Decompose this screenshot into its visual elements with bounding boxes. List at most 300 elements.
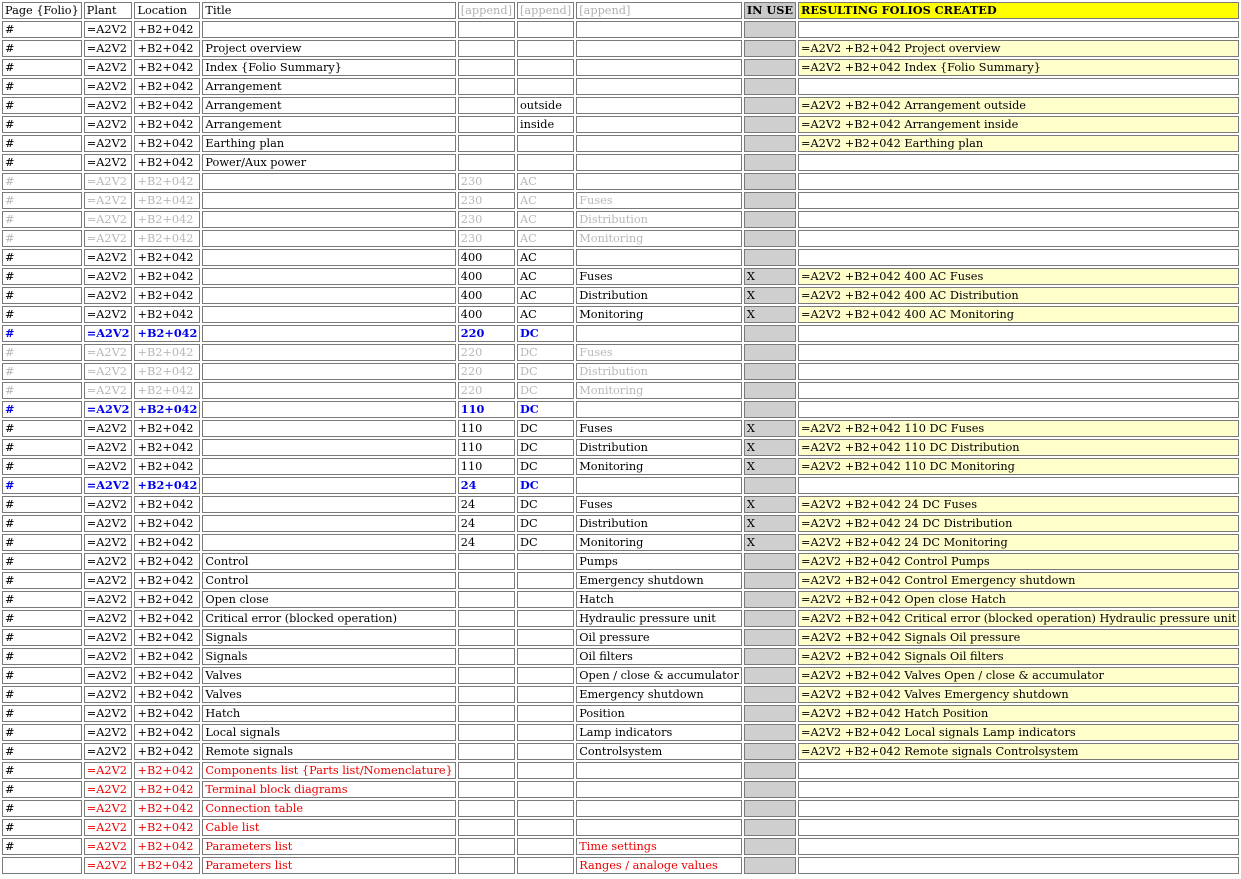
cell-append-1 — [458, 135, 515, 152]
cell-append-3: Pumps — [576, 553, 742, 570]
table-row — [2, 135, 1239, 152]
cell-in-use — [744, 610, 796, 627]
table-row — [2, 306, 1239, 323]
table-row — [2, 819, 1239, 836]
cell-append-1: 220 — [458, 325, 515, 342]
table-row — [2, 116, 1239, 133]
cell-append-1: 230 — [458, 230, 515, 247]
cell-resulting-folio — [798, 781, 1239, 798]
cell-append-1 — [458, 857, 515, 874]
cell-title: Valves — [202, 667, 455, 684]
header-row — [2, 2, 1239, 19]
cell-append-1 — [458, 724, 515, 741]
cell-in-use — [744, 743, 796, 760]
cell-resulting-folio: =A2V2 +B2+042 Remote signals Controlsystem — [798, 743, 1239, 760]
cell-resulting-folio: =A2V2 +B2+042 24 DC Distribution — [798, 515, 1239, 532]
cell-append-2: DC — [517, 439, 574, 456]
cell-append-3: Lamp indicators — [576, 724, 742, 741]
cell-append-2: inside — [517, 116, 574, 133]
cell-plant: =A2V2 — [84, 686, 133, 703]
header-resulting-folios: RESULTING FOLIOS CREATED — [798, 2, 1239, 19]
cell-append-3 — [576, 781, 742, 798]
cell-append-2: DC — [517, 458, 574, 475]
cell-append-1 — [458, 800, 515, 817]
cell-resulting-folio: =A2V2 +B2+042 24 DC Monitoring — [798, 534, 1239, 551]
cell-append-1: 220 — [458, 344, 515, 361]
table-row — [2, 439, 1239, 456]
cell-in-use — [744, 344, 796, 361]
cell-append-1: 400 — [458, 268, 515, 285]
cell-plant: =A2V2 — [84, 458, 133, 475]
cell-title — [202, 21, 455, 38]
cell-append-2 — [517, 572, 574, 589]
cell-page — [2, 857, 82, 874]
table-row — [2, 591, 1239, 608]
cell-append-2 — [517, 629, 574, 646]
cell-title — [202, 230, 455, 247]
cell-title — [202, 515, 455, 532]
table-row — [2, 724, 1239, 741]
cell-page: # — [2, 173, 82, 190]
cell-location: +B2+042 — [134, 21, 200, 38]
cell-plant: =A2V2 — [84, 781, 133, 798]
cell-plant: =A2V2 — [84, 648, 133, 665]
cell-page: # — [2, 59, 82, 76]
table-row — [2, 97, 1239, 114]
cell-append-1 — [458, 610, 515, 627]
cell-title — [202, 458, 455, 475]
cell-append-3: Hatch — [576, 591, 742, 608]
header-plant: Plant — [84, 2, 133, 19]
cell-title — [202, 211, 455, 228]
cell-append-1: 110 — [458, 439, 515, 456]
cell-resulting-folio — [798, 249, 1239, 266]
cell-in-use — [744, 97, 796, 114]
cell-append-2 — [517, 781, 574, 798]
cell-location: +B2+042 — [134, 420, 200, 437]
cell-resulting-folio: =A2V2 +B2+042 Control Pumps — [798, 553, 1239, 570]
cell-title: Local signals — [202, 724, 455, 741]
cell-resulting-folio: =A2V2 +B2+042 Open close Hatch — [798, 591, 1239, 608]
cell-append-1: 220 — [458, 363, 515, 380]
cell-append-3: Emergency shutdown — [576, 572, 742, 589]
cell-append-2: DC — [517, 344, 574, 361]
cell-title: Connection table — [202, 800, 455, 817]
cell-in-use: X — [744, 515, 796, 532]
table-row — [2, 382, 1239, 399]
cell-location: +B2+042 — [134, 249, 200, 266]
cell-in-use — [744, 135, 796, 152]
cell-title — [202, 249, 455, 266]
cell-in-use — [744, 21, 796, 38]
table-row — [2, 553, 1239, 570]
cell-location: +B2+042 — [134, 572, 200, 589]
cell-append-1 — [458, 667, 515, 684]
cell-plant: =A2V2 — [84, 515, 133, 532]
cell-title: Index {Folio Summary} — [202, 59, 455, 76]
cell-append-2: AC — [517, 306, 574, 323]
cell-append-1 — [458, 838, 515, 855]
cell-in-use — [744, 59, 796, 76]
cell-in-use — [744, 363, 796, 380]
table-row — [2, 781, 1239, 798]
cell-page: # — [2, 705, 82, 722]
cell-location: +B2+042 — [134, 154, 200, 171]
cell-page: # — [2, 97, 82, 114]
cell-append-2 — [517, 135, 574, 152]
cell-resulting-folio — [798, 325, 1239, 342]
cell-title: Terminal block diagrams — [202, 781, 455, 798]
table-row — [2, 743, 1239, 760]
cell-page: # — [2, 116, 82, 133]
cell-page: # — [2, 325, 82, 342]
cell-append-1: 24 — [458, 534, 515, 551]
cell-title: Arrangement — [202, 97, 455, 114]
cell-resulting-folio: =A2V2 +B2+042 400 AC Distribution — [798, 287, 1239, 304]
cell-append-3: Ranges / analoge values — [576, 857, 742, 874]
cell-plant: =A2V2 — [84, 59, 133, 76]
cell-page: # — [2, 420, 82, 437]
cell-append-1 — [458, 762, 515, 779]
header-append-1: [append] — [458, 2, 515, 19]
cell-append-2: outside — [517, 97, 574, 114]
cell-location: +B2+042 — [134, 477, 200, 494]
cell-plant: =A2V2 — [84, 268, 133, 285]
cell-resulting-folio — [798, 173, 1239, 190]
cell-title: Signals — [202, 648, 455, 665]
table-row — [2, 610, 1239, 627]
cell-in-use: X — [744, 306, 796, 323]
cell-append-2 — [517, 819, 574, 836]
cell-in-use — [744, 382, 796, 399]
cell-resulting-folio — [798, 819, 1239, 836]
cell-page: # — [2, 591, 82, 608]
table-row — [2, 648, 1239, 665]
cell-page: # — [2, 819, 82, 836]
cell-append-1: 230 — [458, 211, 515, 228]
cell-title — [202, 534, 455, 551]
cell-append-3: Fuses — [576, 496, 742, 513]
table-body — [2, 21, 1239, 874]
cell-append-3: Monitoring — [576, 306, 742, 323]
cell-append-3 — [576, 819, 742, 836]
cell-resulting-folio — [798, 78, 1239, 95]
cell-append-2: AC — [517, 173, 574, 190]
cell-title: Control — [202, 572, 455, 589]
cell-location: +B2+042 — [134, 534, 200, 551]
cell-append-1 — [458, 97, 515, 114]
cell-append-1 — [458, 59, 515, 76]
cell-append-3: Monitoring — [576, 230, 742, 247]
cell-title: Valves — [202, 686, 455, 703]
cell-plant: =A2V2 — [84, 249, 133, 266]
table-row — [2, 154, 1239, 171]
cell-plant: =A2V2 — [84, 705, 133, 722]
cell-in-use: X — [744, 287, 796, 304]
table-row — [2, 534, 1239, 551]
cell-append-2 — [517, 610, 574, 627]
cell-plant: =A2V2 — [84, 97, 133, 114]
cell-append-1 — [458, 686, 515, 703]
cell-append-2: DC — [517, 477, 574, 494]
cell-append-1 — [458, 743, 515, 760]
cell-plant: =A2V2 — [84, 610, 133, 627]
cell-append-3 — [576, 762, 742, 779]
cell-page: # — [2, 382, 82, 399]
table-row — [2, 268, 1239, 285]
cell-append-3: Monitoring — [576, 458, 742, 475]
cell-append-2 — [517, 800, 574, 817]
cell-location: +B2+042 — [134, 743, 200, 760]
cell-resulting-folio — [798, 857, 1239, 874]
cell-resulting-folio: =A2V2 +B2+042 Valves Open / close & accumulator — [798, 667, 1239, 684]
cell-append-2: DC — [517, 382, 574, 399]
cell-location: +B2+042 — [134, 78, 200, 95]
cell-page: # — [2, 743, 82, 760]
table-row — [2, 40, 1239, 57]
cell-append-1 — [458, 154, 515, 171]
cell-title: Hatch — [202, 705, 455, 722]
cell-location: +B2+042 — [134, 591, 200, 608]
cell-in-use — [744, 572, 796, 589]
cell-resulting-folio — [798, 344, 1239, 361]
cell-title — [202, 325, 455, 342]
cell-plant: =A2V2 — [84, 629, 133, 646]
cell-append-1 — [458, 648, 515, 665]
cell-append-3: Fuses — [576, 192, 742, 209]
cell-append-2 — [517, 686, 574, 703]
cell-page: # — [2, 838, 82, 855]
cell-append-3: Open / close & accumulator — [576, 667, 742, 684]
table-row — [2, 344, 1239, 361]
cell-resulting-folio: =A2V2 +B2+042 Critical error (blocked operation) Hydraulic pressure unit — [798, 610, 1239, 627]
table-row — [2, 363, 1239, 380]
cell-plant: =A2V2 — [84, 211, 133, 228]
cell-plant: =A2V2 — [84, 762, 133, 779]
cell-location: +B2+042 — [134, 458, 200, 475]
cell-location: +B2+042 — [134, 325, 200, 342]
cell-append-2: DC — [517, 534, 574, 551]
cell-title: Project overview — [202, 40, 455, 57]
cell-page: # — [2, 78, 82, 95]
cell-title — [202, 344, 455, 361]
cell-page: # — [2, 477, 82, 494]
cell-append-3 — [576, 116, 742, 133]
cell-append-2: DC — [517, 420, 574, 437]
cell-location: +B2+042 — [134, 135, 200, 152]
cell-plant: =A2V2 — [84, 477, 133, 494]
cell-location: +B2+042 — [134, 515, 200, 532]
cell-title — [202, 192, 455, 209]
cell-in-use — [744, 249, 796, 266]
cell-in-use — [744, 477, 796, 494]
cell-location: +B2+042 — [134, 401, 200, 418]
header-location: Location — [134, 2, 200, 19]
cell-title — [202, 477, 455, 494]
cell-append-1: 110 — [458, 420, 515, 437]
header-in-use: IN USE — [744, 2, 796, 19]
cell-plant: =A2V2 — [84, 667, 133, 684]
cell-location: +B2+042 — [134, 287, 200, 304]
cell-plant: =A2V2 — [84, 306, 133, 323]
cell-location: +B2+042 — [134, 724, 200, 741]
cell-title — [202, 439, 455, 456]
cell-in-use: X — [744, 268, 796, 285]
cell-append-3 — [576, 800, 742, 817]
cell-plant: =A2V2 — [84, 78, 133, 95]
cell-resulting-folio: =A2V2 +B2+042 Index {Folio Summary} — [798, 59, 1239, 76]
cell-plant: =A2V2 — [84, 363, 133, 380]
cell-in-use — [744, 40, 796, 57]
cell-page: # — [2, 211, 82, 228]
table-row — [2, 401, 1239, 418]
cell-location: +B2+042 — [134, 40, 200, 57]
cell-append-2 — [517, 857, 574, 874]
cell-append-1: 110 — [458, 458, 515, 475]
cell-page: # — [2, 344, 82, 361]
cell-append-2: DC — [517, 515, 574, 532]
cell-plant: =A2V2 — [84, 154, 133, 171]
cell-in-use — [744, 173, 796, 190]
cell-append-3 — [576, 173, 742, 190]
cell-in-use — [744, 325, 796, 342]
cell-append-2 — [517, 553, 574, 570]
cell-append-1 — [458, 78, 515, 95]
cell-page: # — [2, 439, 82, 456]
cell-title — [202, 306, 455, 323]
cell-plant: =A2V2 — [84, 420, 133, 437]
cell-append-3 — [576, 78, 742, 95]
cell-append-3: Oil pressure — [576, 629, 742, 646]
cell-location: +B2+042 — [134, 857, 200, 874]
cell-append-3: Distribution — [576, 287, 742, 304]
cell-append-2: AC — [517, 192, 574, 209]
cell-plant: =A2V2 — [84, 116, 133, 133]
cell-plant: =A2V2 — [84, 591, 133, 608]
cell-append-3: Position — [576, 705, 742, 722]
cell-plant: =A2V2 — [84, 287, 133, 304]
cell-in-use: X — [744, 534, 796, 551]
cell-append-1: 24 — [458, 515, 515, 532]
cell-append-3: Hydraulic pressure unit — [576, 610, 742, 627]
cell-plant: =A2V2 — [84, 572, 133, 589]
cell-append-1 — [458, 819, 515, 836]
cell-plant: =A2V2 — [84, 800, 133, 817]
header-title: Title — [202, 2, 455, 19]
cell-page: # — [2, 686, 82, 703]
cell-resulting-folio: =A2V2 +B2+042 Arrangement inside — [798, 116, 1239, 133]
cell-append-3: Distribution — [576, 439, 742, 456]
cell-page: # — [2, 154, 82, 171]
cell-in-use — [744, 154, 796, 171]
cell-append-2: DC — [517, 401, 574, 418]
cell-append-2 — [517, 78, 574, 95]
cell-plant: =A2V2 — [84, 173, 133, 190]
cell-resulting-folio: =A2V2 +B2+042 Arrangement outside — [798, 97, 1239, 114]
cell-plant: =A2V2 — [84, 534, 133, 551]
table-row — [2, 686, 1239, 703]
cell-resulting-folio — [798, 401, 1239, 418]
cell-resulting-folio: =A2V2 +B2+042 Project overview — [798, 40, 1239, 57]
cell-resulting-folio: =A2V2 +B2+042 Valves Emergency shutdown — [798, 686, 1239, 703]
cell-append-3 — [576, 59, 742, 76]
cell-append-2: DC — [517, 325, 574, 342]
cell-page: # — [2, 534, 82, 551]
cell-append-2 — [517, 154, 574, 171]
cell-plant: =A2V2 — [84, 857, 133, 874]
cell-page: # — [2, 268, 82, 285]
cell-append-1 — [458, 705, 515, 722]
cell-location: +B2+042 — [134, 800, 200, 817]
cell-location: +B2+042 — [134, 705, 200, 722]
cell-resulting-folio: =A2V2 +B2+042 Signals Oil filters — [798, 648, 1239, 665]
cell-resulting-folio: =A2V2 +B2+042 Hatch Position — [798, 705, 1239, 722]
cell-in-use — [744, 553, 796, 570]
cell-append-1 — [458, 629, 515, 646]
table-row — [2, 572, 1239, 589]
cell-append-2 — [517, 40, 574, 57]
cell-page: # — [2, 458, 82, 475]
cell-resulting-folio: =A2V2 +B2+042 Local signals Lamp indicators — [798, 724, 1239, 741]
cell-plant: =A2V2 — [84, 553, 133, 570]
cell-page: # — [2, 648, 82, 665]
cell-plant: =A2V2 — [84, 40, 133, 57]
cell-title: Cable list — [202, 819, 455, 836]
cell-title — [202, 382, 455, 399]
cell-plant: =A2V2 — [84, 439, 133, 456]
cell-in-use — [744, 648, 796, 665]
cell-location: +B2+042 — [134, 97, 200, 114]
cell-page: # — [2, 629, 82, 646]
cell-append-1 — [458, 591, 515, 608]
cell-append-2 — [517, 838, 574, 855]
table-row — [2, 667, 1239, 684]
cell-plant: =A2V2 — [84, 344, 133, 361]
table-row — [2, 458, 1239, 475]
table-row — [2, 762, 1239, 779]
cell-plant: =A2V2 — [84, 743, 133, 760]
cell-resulting-folio: =A2V2 +B2+042 400 AC Monitoring — [798, 306, 1239, 323]
cell-append-2 — [517, 21, 574, 38]
cell-append-1: 400 — [458, 249, 515, 266]
cell-in-use — [744, 591, 796, 608]
table-row — [2, 705, 1239, 722]
cell-title: Control — [202, 553, 455, 570]
cell-resulting-folio — [798, 154, 1239, 171]
cell-in-use — [744, 838, 796, 855]
cell-location: +B2+042 — [134, 192, 200, 209]
cell-in-use — [744, 857, 796, 874]
table-row — [2, 325, 1239, 342]
cell-location: +B2+042 — [134, 59, 200, 76]
cell-in-use: X — [744, 420, 796, 437]
cell-title: Critical error (blocked operation) — [202, 610, 455, 627]
cell-append-3: Monitoring — [576, 534, 742, 551]
cell-location: +B2+042 — [134, 553, 200, 570]
cell-append-3: Fuses — [576, 420, 742, 437]
cell-plant: =A2V2 — [84, 838, 133, 855]
cell-append-1: 24 — [458, 477, 515, 494]
cell-append-2: AC — [517, 287, 574, 304]
cell-append-2: DC — [517, 496, 574, 513]
cell-title: Power/Aux power — [202, 154, 455, 171]
cell-page: # — [2, 401, 82, 418]
cell-plant: =A2V2 — [84, 325, 133, 342]
cell-append-1: 400 — [458, 287, 515, 304]
cell-in-use — [744, 686, 796, 703]
table-row — [2, 420, 1239, 437]
cell-location: +B2+042 — [134, 667, 200, 684]
